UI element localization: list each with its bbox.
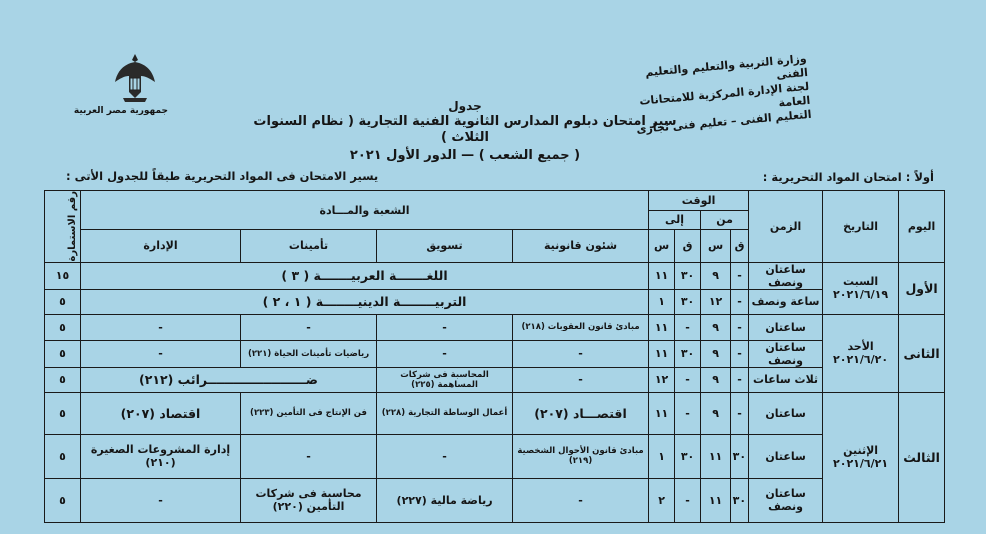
form-cell: ٥ xyxy=(45,478,81,522)
date-value: ٢٠٢١/٦/١٩ xyxy=(833,288,889,302)
day-cell: الأول xyxy=(899,262,945,314)
header-to-s: س xyxy=(649,230,675,262)
to-q-cell: ٣٠ xyxy=(675,434,701,478)
insurance-cell: - xyxy=(241,314,377,340)
date-cell xyxy=(823,262,899,314)
title-session: — الدور الأول ٢٠٢١ xyxy=(349,148,475,163)
from-q-cell: - xyxy=(731,262,749,289)
admin-cell: اقتصاد (٢٠٧) xyxy=(81,392,241,434)
insurance-cell: - xyxy=(241,434,377,478)
header-form-number: رقم الاستمارة xyxy=(45,191,81,263)
to-q-cell: ٣٠ xyxy=(675,340,701,367)
to-q-cell: - xyxy=(675,367,701,392)
table-row xyxy=(45,289,945,314)
header-from-q: ق xyxy=(731,230,749,262)
header-to: إلى xyxy=(649,210,701,230)
duration-cell: ساعتان ونصف xyxy=(749,478,823,522)
eagle-logo xyxy=(73,52,168,116)
from-s-cell: ٩ xyxy=(701,392,731,434)
form-cell: ٥ xyxy=(45,289,81,314)
admin-cell: - xyxy=(81,340,241,367)
form-cell: ٥ xyxy=(45,434,81,478)
insurance-cell: محاسبة فى شركات التأمين (٢٢٠) xyxy=(241,478,377,522)
form-cell: ٥ xyxy=(45,314,81,340)
legal-cell: - xyxy=(513,478,649,522)
table-row xyxy=(45,392,945,434)
date-weekday: الأحد xyxy=(847,340,874,354)
from-q-cell: ٣٠ xyxy=(731,478,749,522)
day-cell: الثالث xyxy=(899,392,945,522)
marketing-cell: - xyxy=(377,314,513,340)
header-branch-subject: الشعبة والمـــادة xyxy=(81,191,649,230)
to-q-cell: - xyxy=(675,478,701,522)
form-cell: ٥ xyxy=(45,340,81,367)
table-row xyxy=(45,340,945,367)
header-insurance: تأمينات xyxy=(241,230,377,262)
from-s-cell: ٩ xyxy=(701,340,731,367)
from-q-cell: - xyxy=(731,392,749,434)
to-s-cell: ١ xyxy=(649,434,675,478)
from-s-cell: ١١ xyxy=(701,434,731,478)
table-row xyxy=(45,262,945,289)
day-cell: الثانى xyxy=(899,314,945,392)
from-s-cell: ٩ xyxy=(701,367,731,392)
ministry-line: وزارة التربية والتعليم والتعليم الفنى xyxy=(644,52,809,82)
header-to-q: ق xyxy=(675,230,701,262)
date-cell xyxy=(823,392,899,522)
to-q-cell: ٣٠ xyxy=(675,262,701,289)
admin-cell: - xyxy=(81,478,241,522)
to-q-cell: - xyxy=(675,392,701,434)
eagle-icon xyxy=(113,52,157,104)
from-s-cell: ١١ xyxy=(701,478,731,522)
to-s-cell: ١ xyxy=(649,289,675,314)
legal-cell: - xyxy=(513,340,649,367)
to-s-cell: ١١ xyxy=(649,340,675,367)
header-day: اليوم xyxy=(899,191,945,263)
header-marketing: تسويق xyxy=(377,230,513,262)
ministry-line: التعليم الفنى – تعليم فنى تجارى xyxy=(635,107,813,137)
ministry-line: لجنة الإدارة المركزية للامتحانات العامة xyxy=(638,79,811,110)
marketing-cell: المحاسبة فى شركات المساهمة (٢٢٥) xyxy=(377,367,513,392)
document-title xyxy=(250,98,680,164)
header-from-s: س xyxy=(701,230,731,262)
to-s-cell: ١١ xyxy=(649,392,675,434)
from-q-cell: - xyxy=(731,314,749,340)
marketing-cell: أعمال الوساطة التجارية (٢٢٨) xyxy=(377,392,513,434)
from-q-cell: ٣٠ xyxy=(731,434,749,478)
duration-cell: ساعتان ونصف xyxy=(749,340,823,367)
header-from: من xyxy=(701,210,749,230)
legal-cell: اقتصـــاد (٢٠٧) xyxy=(513,392,649,434)
from-s-cell: ٩ xyxy=(701,262,731,289)
table-row xyxy=(45,478,945,522)
title-line xyxy=(250,148,680,164)
table-row xyxy=(45,314,945,340)
legal-cell: مبادئ قانون العقوبات (٢١٨) xyxy=(513,314,649,340)
title-line: جدول xyxy=(448,99,482,113)
to-s-cell: ١٢ xyxy=(649,367,675,392)
legal-cell: مبادئ قانون الأحوال الشخصية (٢١٩) xyxy=(513,434,649,478)
from-q-cell: - xyxy=(731,340,749,367)
date-value: ٢٠٢١/٦/٢١ xyxy=(833,457,889,471)
title-branches: ( جميع الشعب ) xyxy=(478,148,581,163)
marketing-cell: رياضة مالية (٢٢٧) xyxy=(377,478,513,522)
table-row xyxy=(45,367,945,392)
header-time: الوقت xyxy=(649,191,749,211)
table-row xyxy=(45,434,945,478)
date-cell xyxy=(823,314,899,392)
duration-cell: ثلاث ساعات xyxy=(749,367,823,392)
duration-cell: ساعتان ونصف xyxy=(749,262,823,289)
duration-cell: ساعة ونصف xyxy=(749,289,823,314)
to-q-cell: ٣٠ xyxy=(675,289,701,314)
from-q-cell: - xyxy=(731,289,749,314)
marketing-cell: - xyxy=(377,434,513,478)
duration-cell: ساعتان xyxy=(749,392,823,434)
header-legal: شئون قانونية xyxy=(513,230,649,262)
from-q-cell: - xyxy=(731,367,749,392)
subject-all-branches: التربيــــــــة الدينيــــــــة ( ١ ، ٢ ) xyxy=(81,289,649,314)
to-s-cell: ١١ xyxy=(649,314,675,340)
date-weekday: السبت xyxy=(842,275,879,289)
to-s-cell: ٢ xyxy=(649,478,675,522)
subject-all-branches: اللغـــــــة العربيـــــــة ( ٣ ) xyxy=(81,262,649,289)
marketing-cell: - xyxy=(377,340,513,367)
logo-caption: جمهورية مصر العربية xyxy=(73,106,168,116)
admin-cell: إدارة المشروعات الصغيرة (٢١٠) xyxy=(81,434,241,478)
to-s-cell: ١١ xyxy=(649,262,675,289)
form-cell: ٥ xyxy=(45,392,81,434)
table-header-row xyxy=(45,191,945,211)
exam-schedule-table xyxy=(44,190,945,523)
date-weekday: الإثنين xyxy=(843,444,879,458)
admin-cell: - xyxy=(81,314,241,340)
from-s-cell: ١٢ xyxy=(701,289,731,314)
header-duration: الزمن xyxy=(749,191,823,263)
from-s-cell: ٩ xyxy=(701,314,731,340)
to-q-cell: - xyxy=(675,314,701,340)
legal-cell: - xyxy=(513,367,649,392)
duration-cell: ساعتان xyxy=(749,434,823,478)
date-value: ٢٠٢١/٦/٢٠ xyxy=(833,353,889,367)
subject-insurance-admin: ضـــــــــــــــــــــــرائب (٢١٢) xyxy=(81,367,377,392)
section-heading: أولاً : امتحان المواد التحريرية : xyxy=(762,170,934,184)
insurance-cell: فن الإنتاج فى التأمين (٢٢٣) xyxy=(241,392,377,434)
insurance-cell: رياضيات تأمينات الحياة (٢٢١) xyxy=(241,340,377,367)
title-line: سير امتحان دبلوم المدارس الثانوية الفنية التجارية ( نظام السنوات الثلاث ) xyxy=(253,114,677,145)
form-cell: ٥ xyxy=(45,367,81,392)
duration-cell: ساعتان xyxy=(749,314,823,340)
header-admin: الإدارة xyxy=(81,230,241,262)
section-intro: يسير الامتحان فى المواد التحريرية طبقاً للجدول الأتى : xyxy=(66,169,379,183)
form-cell: ١٥ xyxy=(45,262,81,289)
header-date: التاريخ xyxy=(823,191,899,263)
